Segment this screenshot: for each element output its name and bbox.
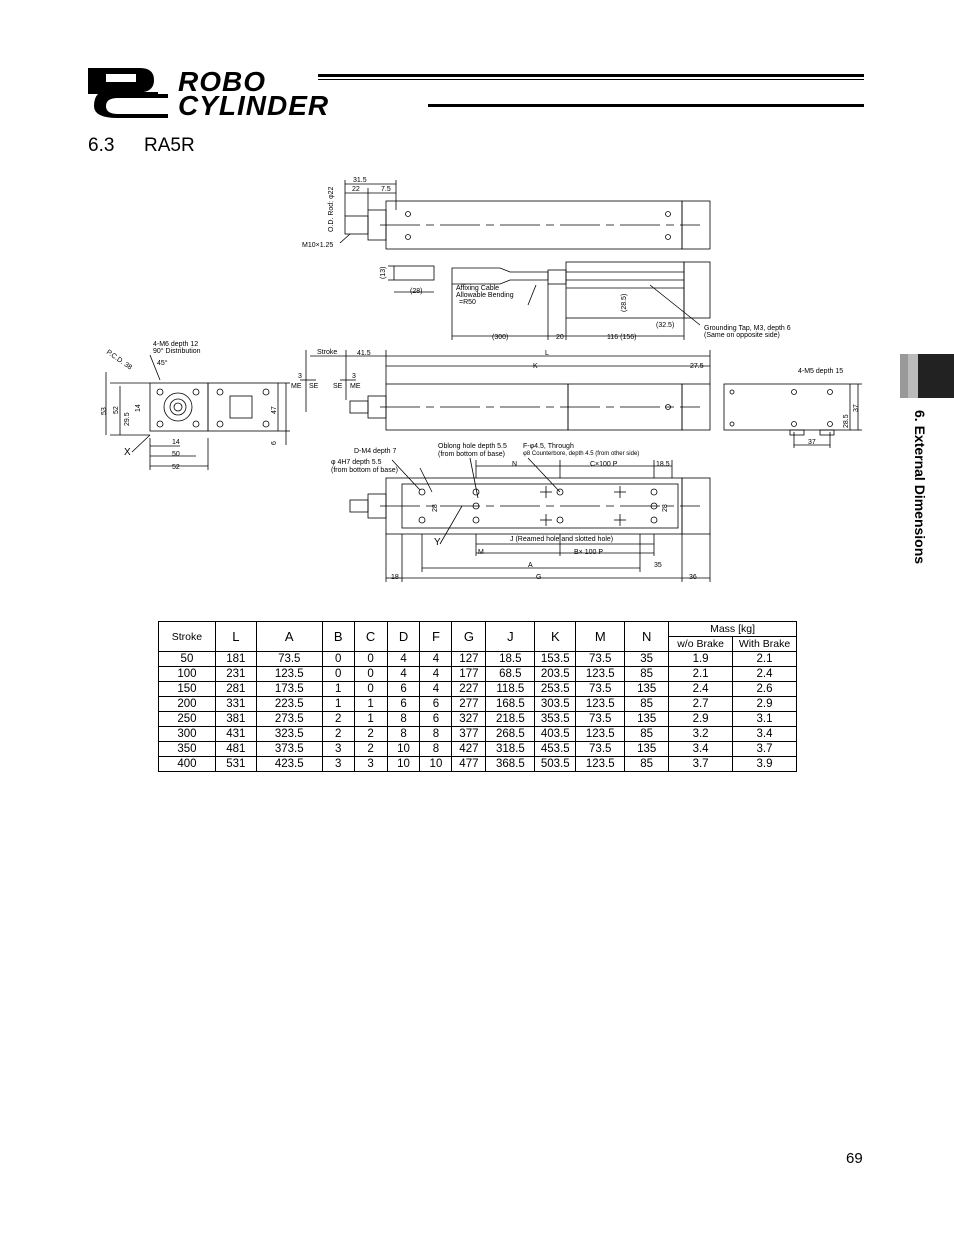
- table-cell: 2: [354, 727, 387, 742]
- header-mass: Mass [kg]: [669, 622, 797, 637]
- table-cell: 0: [354, 652, 387, 667]
- table-cell: 381: [215, 712, 256, 727]
- dim-47: 47: [271, 406, 278, 414]
- table-cell: 127: [452, 652, 486, 667]
- table-cell: 353.5: [535, 712, 576, 727]
- table-row: [159, 757, 797, 772]
- table-cell: 10: [420, 757, 452, 772]
- table-cell: 50: [159, 652, 216, 667]
- table-cell: 123.5: [576, 697, 625, 712]
- dim-28: (28): [410, 288, 423, 295]
- header-K: K: [535, 622, 576, 652]
- table-cell: 2: [354, 742, 387, 757]
- table-cell: 2.4: [669, 682, 733, 697]
- table-cell: 481: [215, 742, 256, 757]
- table-cell: 453.5: [535, 742, 576, 757]
- table-cell: 6: [387, 682, 420, 697]
- label-x: X: [124, 447, 131, 458]
- table-cell: 3.2: [669, 727, 733, 742]
- dimension-drawing: [0, 0, 954, 600]
- dim-13: (13): [380, 266, 387, 279]
- dim-52b: 52: [172, 464, 180, 471]
- table-cell: 1: [322, 682, 354, 697]
- table-cell: 3.1: [733, 712, 797, 727]
- cable-note-2: Allowable Bending: [456, 292, 514, 299]
- label-me2: ME: [350, 383, 361, 390]
- table-row: [159, 667, 797, 682]
- table-cell: 73.5: [576, 652, 625, 667]
- dim-20: 20: [556, 334, 564, 341]
- dim-B100P: B× 100 P: [574, 549, 603, 556]
- table-cell: 100: [159, 667, 216, 682]
- table-cell: 477: [452, 757, 486, 772]
- f-note-1: F-φ4.5, Through: [523, 443, 574, 450]
- dim-L: L: [545, 350, 549, 357]
- table-cell: 8: [387, 727, 420, 742]
- table-cell: 3.9: [733, 757, 797, 772]
- table-cell: 1.9: [669, 652, 733, 667]
- table-cell: 3: [354, 757, 387, 772]
- dim-31-5: 31.5: [353, 177, 367, 184]
- dim-27-5: 27.5: [690, 363, 704, 370]
- table-cell: 2: [322, 712, 354, 727]
- table-cell: 177: [452, 667, 486, 682]
- header-L: L: [215, 622, 256, 652]
- dim-45: 45°: [157, 360, 168, 367]
- table-cell: 400: [159, 757, 216, 772]
- dim-pcd: P.C.D. 38: [104, 348, 133, 372]
- table-cell: 135: [625, 682, 669, 697]
- header-C: C: [354, 622, 387, 652]
- label-me: ME: [291, 383, 302, 390]
- dim-3b: 3: [352, 373, 356, 380]
- table-row: [159, 652, 797, 667]
- table-cell: 2.4: [733, 667, 797, 682]
- table-cell: 10: [387, 757, 420, 772]
- table-cell: 8: [387, 712, 420, 727]
- table-cell: 0: [354, 667, 387, 682]
- table-cell: 123.5: [256, 667, 322, 682]
- table-cell: 281: [215, 682, 256, 697]
- h7-note-1: φ 4H7 depth 5.5: [331, 459, 382, 466]
- table-cell: 1: [322, 697, 354, 712]
- dim-M: M: [478, 549, 484, 556]
- table-cell: 0: [354, 682, 387, 697]
- dim-116: 116 (156): [607, 334, 637, 341]
- table-cell: 1: [354, 712, 387, 727]
- table-cell: 123.5: [576, 727, 625, 742]
- header-with-brake: With Brake: [733, 637, 797, 652]
- table-cell: 85: [625, 757, 669, 772]
- dim-6: 6: [271, 441, 278, 445]
- dim-14-vertical: 14: [135, 404, 142, 412]
- table-cell: 223.5: [256, 697, 322, 712]
- header-F: F: [420, 622, 452, 652]
- table-cell: 2: [322, 727, 354, 742]
- table-cell: 253.5: [535, 682, 576, 697]
- table-cell: 203.5: [535, 667, 576, 682]
- header-G: G: [452, 622, 486, 652]
- table-cell: 18.5: [486, 652, 535, 667]
- table-cell: 373.5: [256, 742, 322, 757]
- section-number: 6.3: [88, 135, 115, 156]
- dim-C100P: C×100 P: [590, 461, 618, 468]
- table-cell: 503.5: [535, 757, 576, 772]
- h7-note-2: (from bottom of base): [331, 467, 398, 474]
- dim-G: G: [536, 574, 542, 581]
- table-cell: 4: [420, 682, 452, 697]
- table-cell: 150: [159, 682, 216, 697]
- table-row: [159, 712, 797, 727]
- table-cell: 4: [387, 667, 420, 682]
- table-cell: 2.1: [669, 667, 733, 682]
- table-cell: 323.5: [256, 727, 322, 742]
- table-cell: 4: [387, 652, 420, 667]
- dimension-table: [158, 621, 797, 772]
- table-cell: 431: [215, 727, 256, 742]
- table-cell: 368.5: [486, 757, 535, 772]
- table-cell: 85: [625, 667, 669, 682]
- table-cell: 73.5: [576, 712, 625, 727]
- table-cell: 135: [625, 712, 669, 727]
- table-cell: 231: [215, 667, 256, 682]
- table-cell: 2.7: [669, 697, 733, 712]
- table-cell: 3.4: [733, 727, 797, 742]
- m6-note-1: 4-M6 depth 12: [153, 341, 199, 348]
- section-name: RA5R: [144, 135, 195, 156]
- dim-28v: 28: [432, 504, 439, 512]
- table-cell: 35: [625, 652, 669, 667]
- table-cell: 3: [322, 742, 354, 757]
- table-cell: 250: [159, 712, 216, 727]
- table-cell: 123.5: [576, 667, 625, 682]
- dim-od-rod: O.D. Rod: φ22: [328, 186, 335, 232]
- table-cell: 6: [420, 697, 452, 712]
- oblong-note-1: Oblong hole depth 5.5: [438, 443, 507, 450]
- dim-52: 52: [113, 406, 120, 414]
- dim-300: (300): [492, 334, 509, 341]
- page-number: 69: [846, 1150, 863, 1167]
- header-D: D: [387, 622, 420, 652]
- table-cell: 0: [322, 652, 354, 667]
- dim-29-5: 29.5: [124, 412, 131, 426]
- dim-28-5: (28.5): [621, 293, 628, 312]
- table-row: [159, 727, 797, 742]
- table-cell: 318.5: [486, 742, 535, 757]
- table-cell: 331: [215, 697, 256, 712]
- table-cell: 3.7: [669, 757, 733, 772]
- dim-53: 53: [101, 407, 108, 415]
- dim-3a: 3: [298, 373, 302, 380]
- header-stroke: Stroke: [159, 622, 216, 652]
- table-cell: 277: [452, 697, 486, 712]
- table-cell: 423.5: [256, 757, 322, 772]
- f-note-2: φ8 Counterbore, depth 4.5 (from other side): [523, 451, 640, 457]
- table-cell: 168.5: [486, 697, 535, 712]
- table-cell: 218.5: [486, 712, 535, 727]
- dim-36: 36: [689, 574, 697, 581]
- dim-7-5: 7.5: [381, 186, 391, 193]
- table-cell: 2.9: [669, 712, 733, 727]
- table-cell: 173.5: [256, 682, 322, 697]
- table-cell: 273.5: [256, 712, 322, 727]
- dim-41-5: 41.5: [357, 350, 371, 357]
- dim-35: 35: [654, 562, 662, 569]
- table-cell: 6: [387, 697, 420, 712]
- dim-K: K: [533, 363, 538, 370]
- label-y: Y: [434, 537, 441, 548]
- table-cell: 0: [322, 667, 354, 682]
- table-cell: 181: [215, 652, 256, 667]
- table-row: [159, 742, 797, 757]
- header-wo-brake: w/o Brake: [669, 637, 733, 652]
- table-cell: 85: [625, 727, 669, 742]
- table-row: [159, 682, 797, 697]
- table-cell: 3: [322, 757, 354, 772]
- dim-32-5: (32.5): [656, 322, 675, 329]
- table-cell: 200: [159, 697, 216, 712]
- header-N: N: [625, 622, 669, 652]
- dim-18-5: 18.5: [656, 461, 670, 468]
- table-cell: 10: [387, 742, 420, 757]
- oblong-note-2: (from bottom of base): [438, 451, 505, 458]
- cable-note-3: =R50: [459, 299, 476, 306]
- dim-37b: 37: [853, 404, 860, 412]
- table-cell: 6: [420, 712, 452, 727]
- dim-28v2: 28: [662, 504, 669, 512]
- table-cell: 2.9: [733, 697, 797, 712]
- table-cell: 531: [215, 757, 256, 772]
- dim-N: N: [512, 461, 518, 468]
- table-cell: 3.7: [733, 742, 797, 757]
- header-M: M: [576, 622, 625, 652]
- table-cell: 118.5: [486, 682, 535, 697]
- dim-50: 50: [172, 451, 180, 458]
- table-cell: 73.5: [576, 742, 625, 757]
- dim-J: J (Reamed hole and slotted hole): [510, 536, 614, 543]
- table-cell: 68.5: [486, 667, 535, 682]
- dim-stroke: Stroke: [317, 349, 338, 356]
- table-cell: 2.1: [733, 652, 797, 667]
- dim-A: A: [528, 562, 533, 569]
- table-cell: 73.5: [256, 652, 322, 667]
- table-cell: 300: [159, 727, 216, 742]
- dim-22: 22: [352, 186, 360, 193]
- m6-note-2: 90° Distribution: [153, 348, 201, 355]
- table-cell: 153.5: [535, 652, 576, 667]
- m5-note: 4-M5 depth 15: [798, 368, 844, 375]
- header-B: B: [322, 622, 354, 652]
- table-cell: 350: [159, 742, 216, 757]
- table-cell: 123.5: [576, 757, 625, 772]
- side-tab-label: 6. External Dimensions: [912, 410, 928, 565]
- table-cell: 303.5: [535, 697, 576, 712]
- table-cell: 2.6: [733, 682, 797, 697]
- table-cell: 135: [625, 742, 669, 757]
- dim-28-5b: 28.5: [843, 414, 850, 428]
- table-cell: 4: [420, 667, 452, 682]
- header-J: J: [486, 622, 535, 652]
- grounding-note-1: Grounding Tap, M3, depth 6: [704, 325, 791, 332]
- table-cell: 427: [452, 742, 486, 757]
- label-se2: SE: [333, 383, 343, 390]
- table-cell: 3.4: [669, 742, 733, 757]
- logo-text-cylinder: CYLINDER: [178, 90, 330, 121]
- dm4-note: D-M4 depth 7: [354, 448, 397, 455]
- dim-18: 18: [391, 574, 399, 581]
- table-cell: 8: [420, 727, 452, 742]
- cable-note-1: Affixing Cable: [456, 285, 500, 292]
- table-cell: 327: [452, 712, 486, 727]
- table-cell: 73.5: [576, 682, 625, 697]
- table-cell: 227: [452, 682, 486, 697]
- table-row: [159, 697, 797, 712]
- label-se: SE: [309, 383, 319, 390]
- table-cell: 377: [452, 727, 486, 742]
- table-cell: 1: [354, 697, 387, 712]
- dim-m10: M10×1.25: [302, 242, 334, 249]
- dim-14: 14: [172, 439, 180, 446]
- table-cell: 403.5: [535, 727, 576, 742]
- logo-text-robo: ROBO: [178, 66, 266, 97]
- header-A: A: [256, 622, 322, 652]
- table-cell: 8: [420, 742, 452, 757]
- table-cell: 85: [625, 697, 669, 712]
- dim-37: 37: [808, 439, 816, 446]
- table-cell: 268.5: [486, 727, 535, 742]
- table-cell: 4: [420, 652, 452, 667]
- grounding-note-2: (Same on opposite side): [704, 332, 780, 339]
